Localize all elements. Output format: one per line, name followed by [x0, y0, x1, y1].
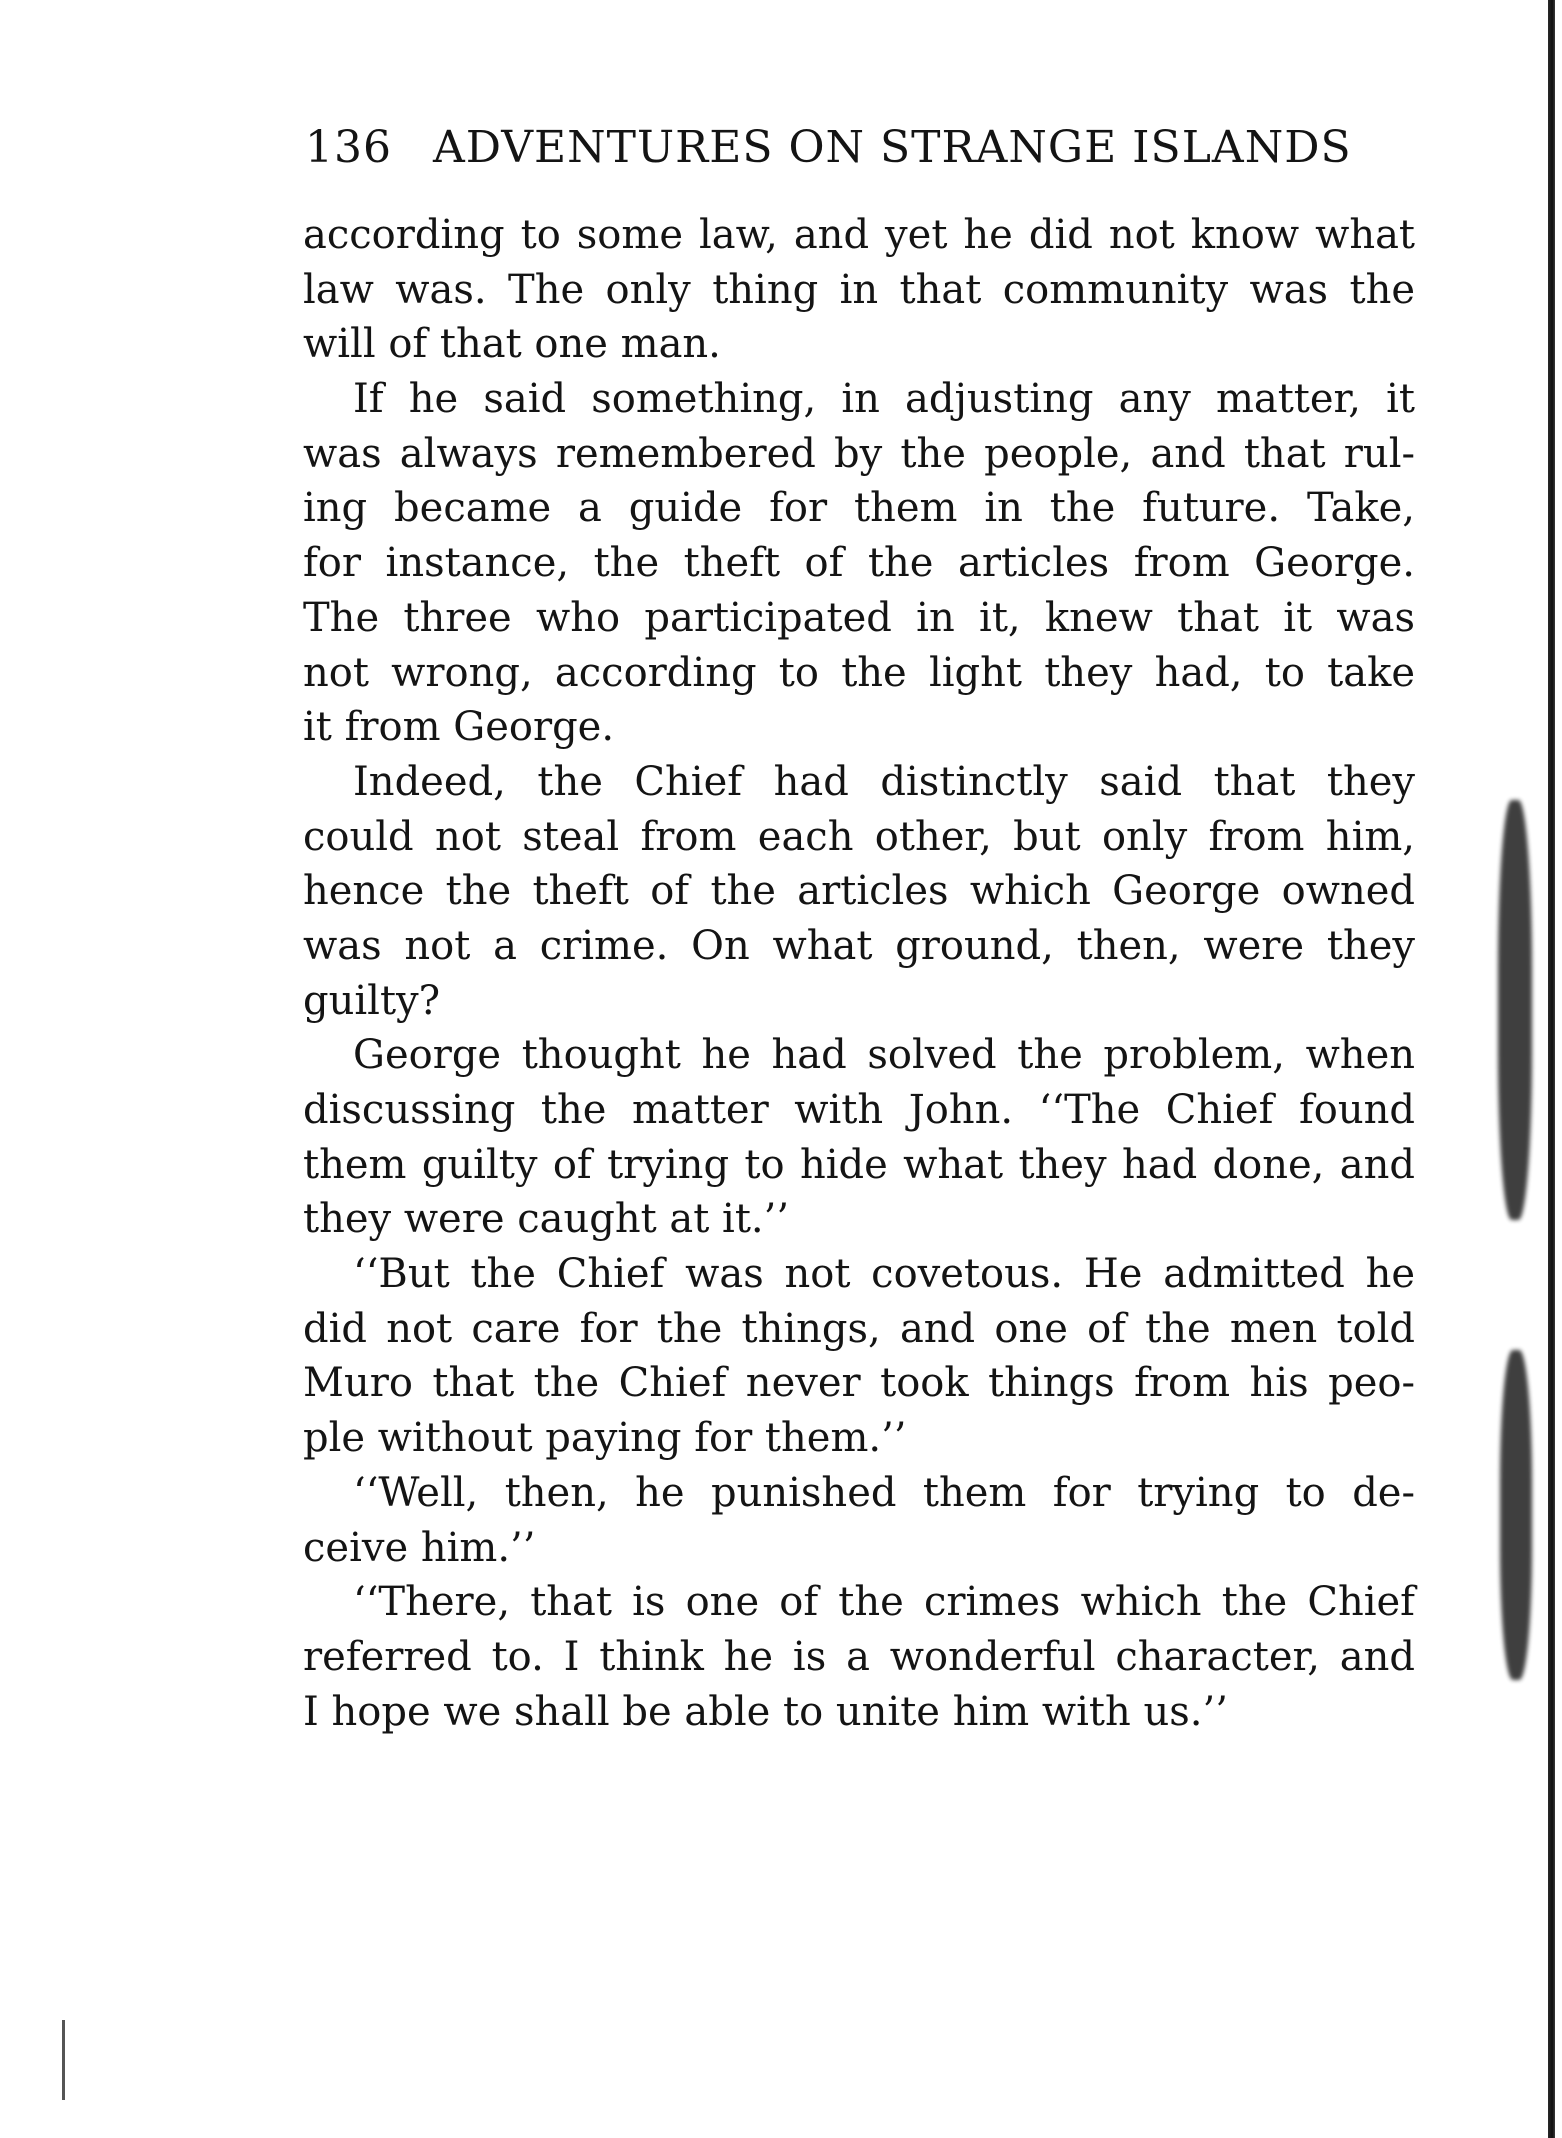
- running-title: ADVENTURES ON STRANGE ISLANDS: [432, 122, 1352, 173]
- text-line: was always remembered by the people, and that rul-: [303, 430, 1415, 477]
- text-line: for instance, the theft of the articles from George.: [303, 540, 1415, 587]
- text-line: I hope we shall be able to unite him with us.’’: [303, 1688, 1228, 1735]
- text-line: was not a crime. On what ground, then, were they: [303, 922, 1415, 969]
- text-line: them guilty of trying to hide what they had done, and: [303, 1141, 1415, 1188]
- gutter-shadow: [1500, 1350, 1532, 1680]
- text-line: it from George.: [303, 704, 615, 751]
- text-line: hence the theft of the articles which George owned: [303, 868, 1415, 915]
- text-line: could not steal from each other, but only from him,: [303, 813, 1415, 860]
- text-line: will of that one man.: [303, 321, 721, 368]
- text-line: ‘‘But the Chief was not covetous. He admitted he: [353, 1251, 1415, 1298]
- binding-edge: [1548, 0, 1555, 2138]
- text-line: ‘‘Well, then, he punished them for trying to de-: [353, 1469, 1415, 1516]
- text-line: they were caught at it.’’: [303, 1196, 790, 1243]
- body-text: [303, 208, 1415, 1739]
- text-line: Muro that the Chief never took things from his peo-: [303, 1360, 1415, 1407]
- page-number: 136: [305, 122, 392, 173]
- text-line: George thought he had solved the problem, when: [353, 1032, 1415, 1079]
- text-line: Indeed, the Chief had distinctly said that they: [353, 758, 1415, 805]
- text-line: not wrong, according to the light they had, to take: [303, 649, 1415, 696]
- text-line: ceive him.’’: [303, 1524, 536, 1571]
- text-line: referred to. I think he is a wonderful character, and: [303, 1633, 1415, 1680]
- text-line: ing became a guide for them in the future. Take,: [303, 485, 1415, 532]
- text-line: guilty?: [303, 977, 441, 1024]
- scan-mark: [62, 2020, 65, 2100]
- text-line: according to some law, and yet he did not know what: [303, 212, 1415, 258]
- text-line: discussing the matter with John. ‘‘The Chief found: [303, 1087, 1415, 1133]
- text-line: ple without paying for them.’’: [303, 1415, 907, 1462]
- text-line: The three who participated in it, knew that it was: [303, 594, 1415, 641]
- text-line: ‘‘There, that is one of the crimes which the Chief: [353, 1579, 1415, 1626]
- gutter-shadow: [1498, 800, 1532, 1220]
- text-line: If he said something, in adjusting any matter, it: [353, 376, 1415, 423]
- running-head: [305, 118, 1405, 178]
- text-line: did not care for the things, and one of the men told: [303, 1305, 1415, 1352]
- text-line: law was. The only thing in that community was the: [303, 266, 1415, 313]
